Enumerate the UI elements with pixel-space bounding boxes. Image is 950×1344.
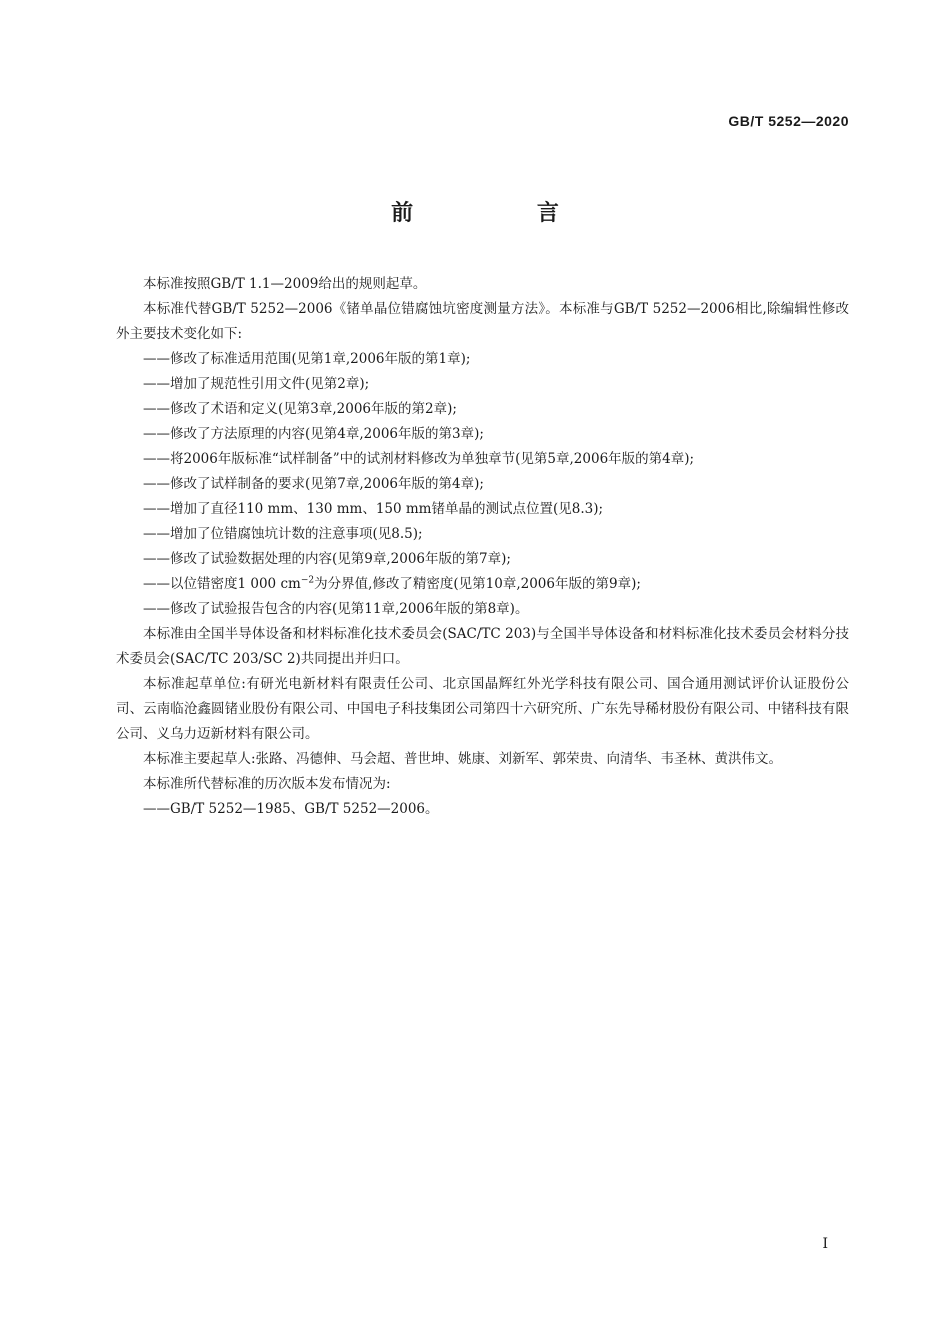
- list-item: ——GB/T 5252—1985、GB/T 5252—2006。: [143, 801, 439, 817]
- unit-exponent: −2: [300, 575, 315, 586]
- paragraph: 本标准所代替标准的历次版本发布情况为:: [143, 776, 391, 792]
- paragraph: 本标准按照GB/T 1.1—2009给出的规则起草。: [143, 276, 427, 292]
- list-item: ——修改了标准适用范围(见第1章,2006年版的第1章);: [143, 351, 471, 367]
- list-item: ——修改了试验报告包含的内容(见第11章,2006年版的第8章)。: [143, 601, 529, 617]
- page-number: I: [822, 1236, 828, 1252]
- standard-code: GB/T 5252—2020: [728, 113, 849, 129]
- list-item: ——将2006年版标准“试样制备”中的试剂材料修改为单独章节(见第5章,2006年版的第4章);: [143, 451, 695, 467]
- page-title: 前 言: [391, 201, 617, 226]
- list-item-text: 为分界值,修改了精密度(见第10章,2006年版的第9章);: [314, 576, 641, 592]
- paragraph: 本标准由全国半导体设备和材料标准化技术委员会(SAC/TC 203)与全国半导体设备和材料标准化技术委员会材料分技术委员会(SAC/TC 203/SC 2)共同提出并归口。: [116, 626, 849, 667]
- list-item: ——增加了位错腐蚀坑计数的注意事项(见8.5);: [143, 526, 423, 542]
- list-item: ——增加了规范性引用文件(见第2章);: [143, 376, 370, 392]
- list-item: ——增加了直径110 mm、130 mm、150 mm锗单晶的测试点位置(见8.3);: [143, 501, 604, 517]
- list-item: ——修改了方法原理的内容(见第4章,2006年版的第3章);: [143, 426, 484, 442]
- list-item-text: ——以位错密度1 000 cm: [143, 576, 301, 592]
- document-body: [116, 272, 849, 822]
- list-item: [116, 572, 849, 597]
- list-item: ——修改了试样制备的要求(见第7章,2006年版的第4章);: [143, 476, 484, 492]
- paragraph: 本标准代替GB/T 5252—2006《锗单晶位错腐蚀坑密度测量方法》。本标准与GB/T 5252—2006相比,除编辑性修改外主要技术变化如下:: [116, 301, 849, 342]
- paragraph: 本标准主要起草人:张路、冯德伸、马会超、普世坤、姚康、刘新军、郭荣贵、向清华、韦圣林、黄洪伟文。: [143, 751, 783, 767]
- list-item: ——修改了试验数据处理的内容(见第9章,2006年版的第7章);: [143, 551, 511, 567]
- paragraph: 本标准起草单位:有研光电新材料有限责任公司、北京国晶辉红外光学科技有限公司、国合通用测试评价认证股份公司、云南临沧鑫圆锗业股份有限公司、中国电子科技集团公司第四十六研究所、广东先导稀材股份有限公司、中锗科技有限公司、义乌力迈新材料有限公司。: [116, 676, 849, 742]
- list-item: ——修改了术语和定义(见第3章,2006年版的第2章);: [143, 401, 457, 417]
